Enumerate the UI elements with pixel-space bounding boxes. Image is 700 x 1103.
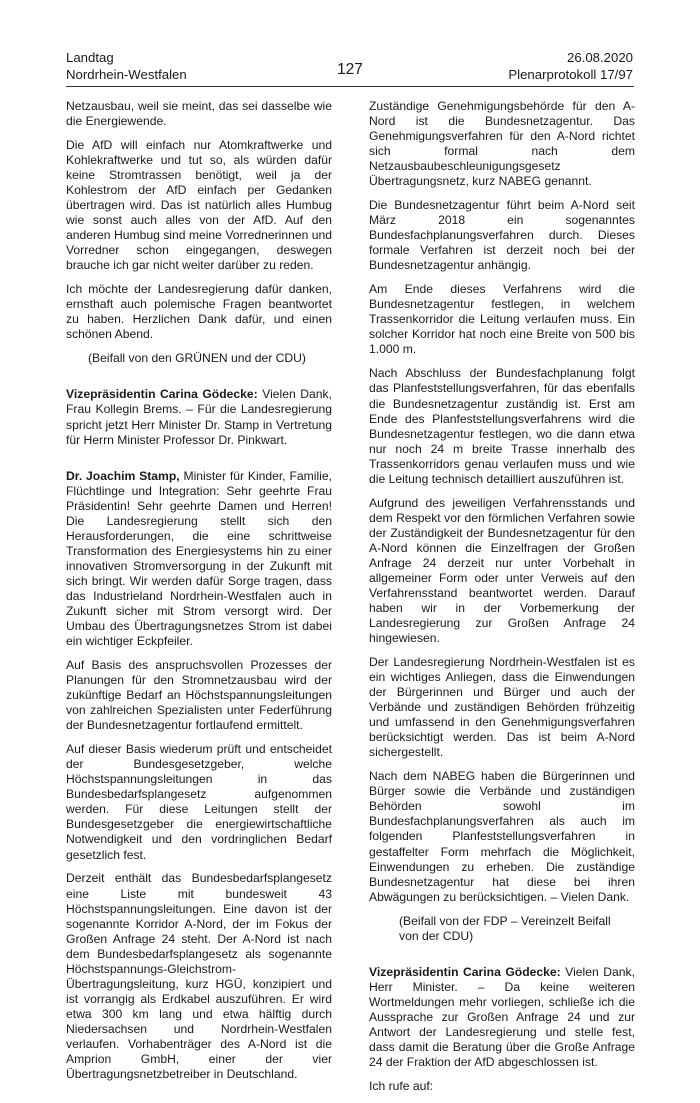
speech-text: Vielen Dank, Frau Kollegin Brems. – Für die Landesregierung spricht jetzt Herr Minister Dr. Stamp in Vertretung für Herrn Minister Professor Dr. Pinkwart. [66, 387, 332, 447]
speech-text: Vielen Dank, Herr Minister. – Da keine weiteren Wortmeldungen mehr vorliegen, schließe ich die Aussprache zur Großen Anfrage 24 und zur Antwort der Landesregierung und stelle fest, dass damit die Beratung über die Große Anfrage 24 der Fraktion der AfD abgeschlossen ist. [369, 964, 635, 1069]
page-number: 127 [337, 61, 363, 78]
speaker-name: Vizepräsidentin Carina Gödecke: [369, 964, 561, 979]
left-column [66, 99, 332, 1091]
stage-direction: (Beifall von der FDP – Vereinzelt Beifall von der CDU) [399, 913, 611, 943]
paragraph: Am Ende dieses Verfahrens wird die Bundesnetzagentur festlegen, in welchem Trassenkorridor die Leitung verlaufen muss. Ein solcher Korridor hat noch eine Breite von 500 bis 1.000 m. [369, 282, 635, 357]
paragraph: Ich rufe auf: [369, 1078, 434, 1093]
paragraph: Aufgrund des jeweiligen Verfahrensstands und dem Respekt vor den förmlichen Verfahren sowie der Zuständigkeit der Bundesnetzagentur für den A-Nord können die Einzelfragen der Großen Anfrage 24 derzeit nur unter Vorbehalt in allgemeiner Form oder unter Verweis auf den Verfahrensstand beantwortet werden. Darauf haben wir in der Vorbemerkung der Landesregierung zur Großen Anfrage 24 hingewiesen. [369, 495, 635, 646]
right-column [369, 99, 635, 1103]
parliament-name: Landtag [66, 50, 114, 65]
paragraph: Nach Abschluss der Bundesfachplanung folgt das Planfeststellungsverfahren, für das ebenfalls die Bundesnetzagentur zuständig ist. Erst am Ende des Planfeststellungsverfahrens wird die Bundesnetzagentur festlegen, wo die dann etwa nur noch 24 m breite Trasse innerhalb des Trassenkorridors genau verlaufen muss und wie die Leitung technisch detailliert auszuführen ist. [369, 366, 635, 486]
paragraph: Zuständige Genehmigungsbehörde für den A-Nord ist die Bundesnetzagentur. Das Genehmigungsverfahren für den A-Nord richtet sich formal nach dem Netzausbaubeschleunigungsgesetz Übertragungsnetz, kurz NABEG genannt. [369, 99, 635, 189]
protocol-number: Plenarprotokoll 17/97 [508, 67, 633, 82]
header-right [508, 49, 633, 83]
header-divider [66, 86, 634, 87]
paragraph: Auf Basis des anspruchsvollen Prozesses der Planungen für den Stromnetzausbau wird der zukünftige Bedarf an Höchstspannungsleitungen von zahlreichen Spezialisten unter Federführung der Bundesnetzagentur fortlaufend ermittelt. [66, 658, 332, 733]
state-name: Nordrhein-Westfalen [66, 67, 187, 82]
session-date: 26.08.2020 [566, 50, 633, 65]
paragraph: Der Landesregierung Nordrhein-Westfalen ist es ein wichtiges Anliegen, dass die Einwendungen der Bürgerinnen und Bürger und auch der Verbände und zuständigen Behörden frühzeitig und umfassend in den Genehmigungsverfahren berücksichtigt werden. Das ist beim A-Nord sichergestellt. [369, 655, 635, 760]
paragraph: Auf dieser Basis wiederum prüft und entscheidet der Bundesgesetzgeber, welche Höchstspannungsleitungen in das Bundesbedarfsplangesetz aufgenommen werden. Für diese Leitungen stellt der Bundesgesetzgeber die energiewirtschaftliche Notwendigkeit und den vordringlichen Bedarf gesetzlich fest. [66, 742, 332, 862]
paragraph: Derzeit enthält das Bundesbedarfsplangesetz eine Liste mit bundesweit 43 Höchstspannungsleitungen. Eine davon ist der sogenannte Korridor A-Nord, der im Fokus der Großen Anfrage 24 steht. Der A-Nord ist nach dem Bundesbedarfsplangesetz als sogenannte Höchstspannungs-Gleichstrom-Übertragungsleitung, kurz HGÜ, konzipiert und ist vorrangig als Erdkabel auszuführen. Er wird etwa 300 km lang und etwa hälftig durch Niedersachsen und Nordrhein-Westfalen verlaufen. Vorhabenträger des A-Nord ist die Amprion GmbH, einer der vier Übertragungsnetzbetreiber in Deutschland. [66, 871, 332, 1082]
speaker-paragraph [369, 965, 635, 1070]
paragraph: Die Bundesnetzagentur führt beim A-Nord seit März 2018 ein sogenanntes Bundesfachplanungsverfahren durch. Dieses formale Verfahren ist derzeit noch bei der Bundesnetzagentur anhängig. [369, 198, 635, 273]
paragraph: Netzausbau, weil sie meint, das sei dasselbe wie die Energiewende. [66, 99, 332, 129]
speaker-paragraph [66, 469, 332, 650]
paragraph: Ich möchte der Landesregierung dafür danken, ernsthaft auch polemische Fragen beantwortet zu haben. Herzlichen Dank dafür, und einen schönen Abend. [66, 282, 332, 342]
speaker-name: Vizepräsidentin Carina Gödecke: [66, 387, 258, 402]
stage-direction: (Beifall von den GRÜNEN und der CDU) [88, 351, 306, 366]
paragraph: Nach dem NABEG haben die Bürgerinnen und Bürger sowie die Verbände und zuständigen Behörden sowohl im Bundesfachplanungsverfahren als auch im folgenden Planfeststellungsverfahren in gestaffelter Form mehrfach die Möglichkeit, Einwendungen zu erheben. Die zuständige Bundesnetzagentur hat diese bei ihren Abwägungen zu berücksichtigen. – Vielen Dank. [369, 769, 635, 904]
speech-text: Minister für Kinder, Familie, Flüchtlinge und Integration: Sehr geehrte Frau Präsidentin! Sehr geehrte Damen und Herren! Die Landesregierung stellt sich den Herausforderungen, die eine schrittweise Transformation des Energiesystems hin zu einer innovativen Stromversorgung in der Zukunft mit sich bringt. Wir werden dafür Sorge tragen, dass das Industrieland Nordrhein-Westfalen auch in Zukunft sicher mit Strom versorgt wird. Der Umbau des Übertragungsnetzes Strom ist dabei ein wichtiger Eckpfeiler. [66, 468, 332, 649]
paragraph: Die AfD will einfach nur Atomkraftwerke und Kohlekraftwerke und tut so, als würden dafür keine Stromtrassen benötigt, weil ja der Kohlestrom der AfD einfach per Gedanken übertragen wird. Das ist natürlich alles Humbug wie sonst auch alles von der AfD. Auf den anderen Humbug sind meine Vorrednerinnen und Vorredner schon eingegangen, deswegen brauche ich gar nicht weiter darüber zu reden. [66, 137, 332, 273]
speaker-name: Dr. Joachim Stamp, [66, 468, 180, 483]
speaker-paragraph [66, 387, 332, 447]
